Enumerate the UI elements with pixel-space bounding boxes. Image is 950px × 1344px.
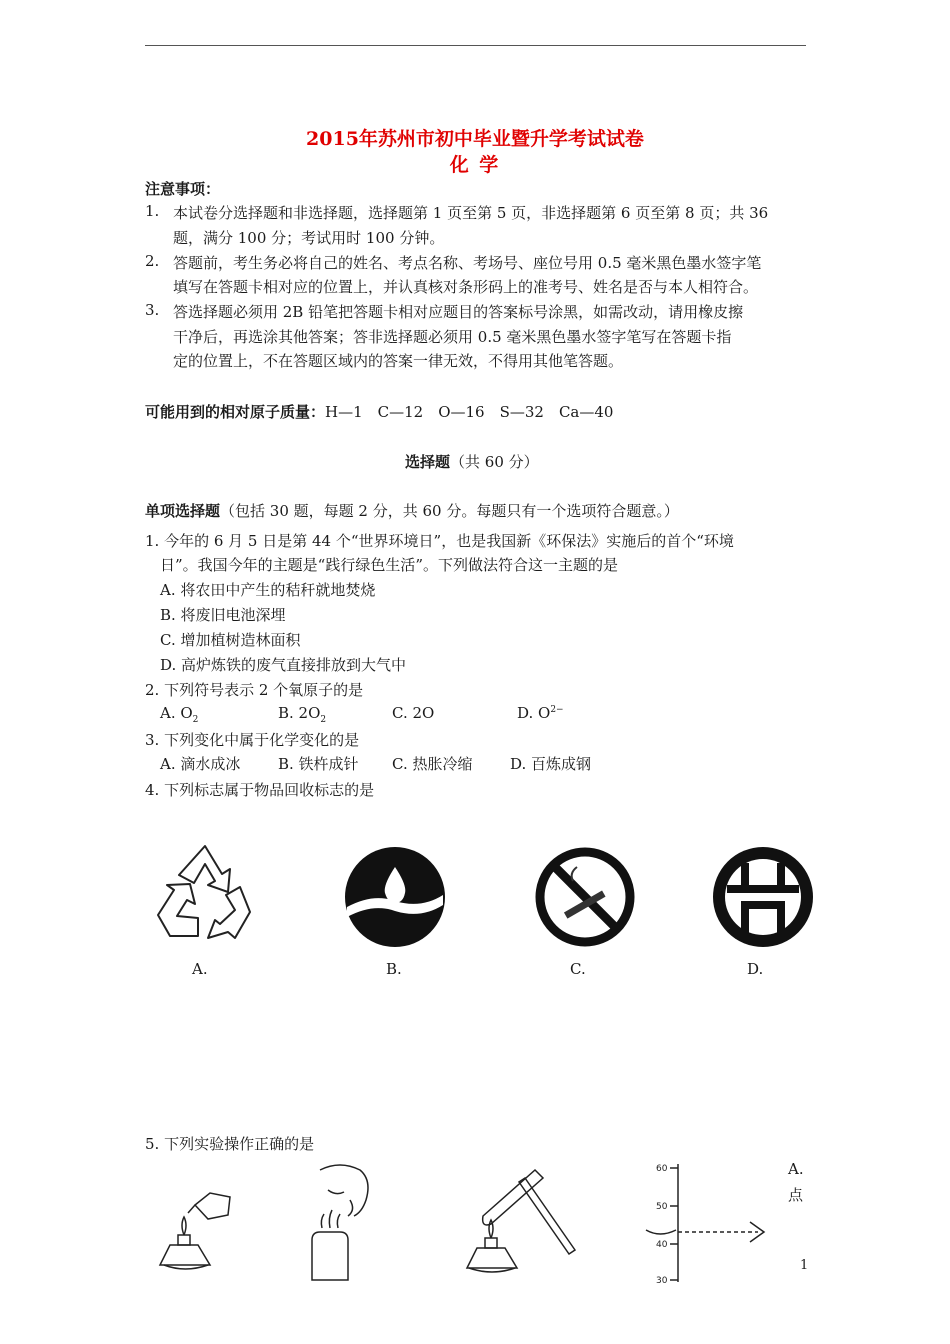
cylinder-tick-50: 50 — [656, 1202, 668, 1212]
exam-subject: 化 学 — [449, 154, 501, 176]
notice-2-line2: 填写在答题卡相对应的位置上，并认真核对条形码上的准考号、姓名是否与本人相符合。 — [173, 278, 759, 296]
emblem-icon — [711, 845, 815, 949]
section-heading — [405, 451, 539, 472]
q3-option-a: A. 滴水成冰 — [160, 755, 241, 773]
q2-option-a: A. $O_2$ — [160, 704, 199, 725]
single-choice-heading — [145, 500, 679, 521]
notice-heading: 注意事项： — [145, 180, 221, 198]
q4-label-a: A. — [192, 960, 208, 978]
q4-label-d: D. — [747, 960, 764, 978]
water-saving-icon — [343, 845, 447, 949]
q3-option-d: D. 百炼成钢 — [510, 755, 592, 773]
atomic-mass-line — [145, 401, 613, 422]
q2-option-c: C. 2O — [392, 704, 435, 722]
notice-3-num: 3. — [145, 301, 160, 319]
q4-stem: 4. 下列标志属于物品回收标志的是 — [145, 781, 375, 799]
notice-2-line1: 答题前，考生务必将自己的姓名、考点名称、考场号、座位号用 0.5 毫米黑色墨水签字笔 — [173, 254, 762, 272]
notice-3-line3: 定的位置上，不在答题区域内的答案一律无效，不得用其他笔答题。 — [173, 352, 624, 370]
q5-side-text: 点 — [788, 1186, 804, 1204]
test-tube-heating-icon — [455, 1160, 585, 1285]
single-choice-note: （包括 30 题，每题 2 分，共 60 分。每题只有一个选项符合题意。） — [220, 502, 679, 520]
q2-option-d: D. $O^{2-}$ — [517, 704, 564, 722]
section-label: 选择题 — [405, 453, 451, 471]
q4-label-c: C. — [570, 960, 586, 978]
section-note: （共 60 分） — [450, 453, 539, 471]
q3-stem: 3. 下列变化中属于化学变化的是 — [145, 731, 360, 749]
q4-label-b: B. — [386, 960, 402, 978]
q2-stem: 2. 下列符号表示 2 个氧原子的是 — [145, 681, 364, 699]
q3-option-c: C. 热胀冷缩 — [392, 755, 473, 773]
atomic-mass-label: 可能用到的相对原子质量： — [145, 403, 326, 421]
notice-1-num: 1. — [145, 202, 160, 220]
q5-stem: 5. 下列实验操作正确的是 — [145, 1135, 315, 1153]
notice-3-line1: 答选择题必须用 2B 铅笔把答题卡相对应题目的答案标号涂黑，如需改动，请用橡皮擦 — [173, 303, 744, 321]
single-choice-label: 单项选择题 — [145, 502, 221, 520]
alcohol-lamp-icon — [150, 1165, 240, 1285]
header-rule — [145, 45, 806, 46]
q5-side-label-a: A. — [788, 1160, 804, 1178]
q2-option-b: B. $2O_2$ — [278, 704, 327, 725]
q1-stem-line2: 日”。我国今年的主题是“践行绿色生活”。下列做法符合这一主题的是 — [160, 556, 619, 574]
q1-stem-line1: 1. 今年的 6 月 5 日是第 44 个“世界环境日”，也是我国新《环保法》实施后的首个“环境 — [145, 532, 734, 550]
no-smoking-icon — [533, 845, 637, 949]
exam-title: 2015年苏州市初中毕业暨升学考试试卷 — [306, 128, 644, 150]
notice-1-line2: 题，满分 100 分；考试用时 100 分钟。 — [173, 229, 445, 247]
notice-1-line1: 本试卷分选择题和非选择题，选择题第 1 页至第 5 页，非选择题第 6 页至第 8 页；共 36 — [173, 204, 769, 222]
cylinder-tick-40: 40 — [656, 1240, 668, 1250]
graduated-cylinder-icon — [640, 1160, 770, 1285]
smell-gas-icon — [300, 1160, 390, 1285]
page-number: 1 — [800, 1258, 809, 1273]
cylinder-tick-60: 60 — [656, 1164, 668, 1174]
q1-option-b: B. 将废旧电池深埋 — [160, 606, 286, 624]
cylinder-tick-30: 30 — [656, 1276, 668, 1285]
notice-3-line2: 干净后，再选涂其他答案；答非选择题必须用 0.5 毫米黑色墨水签字笔写在答题卡指 — [173, 328, 732, 346]
q1-option-c: C. 增加植树造林面积 — [160, 631, 301, 649]
atomic-mass-values: H—1 C—12 O—16 S—32 Ca—40 — [325, 403, 614, 421]
q1-option-d: D. 高炉炼铁的废气直接排放到大气中 — [160, 656, 407, 674]
notice-2-num: 2. — [145, 252, 160, 270]
q1-option-a: A. 将农田中产生的秸秆就地焚烧 — [160, 581, 376, 599]
q3-option-b: B. 铁杵成针 — [278, 755, 359, 773]
recycle-icon — [150, 840, 260, 950]
